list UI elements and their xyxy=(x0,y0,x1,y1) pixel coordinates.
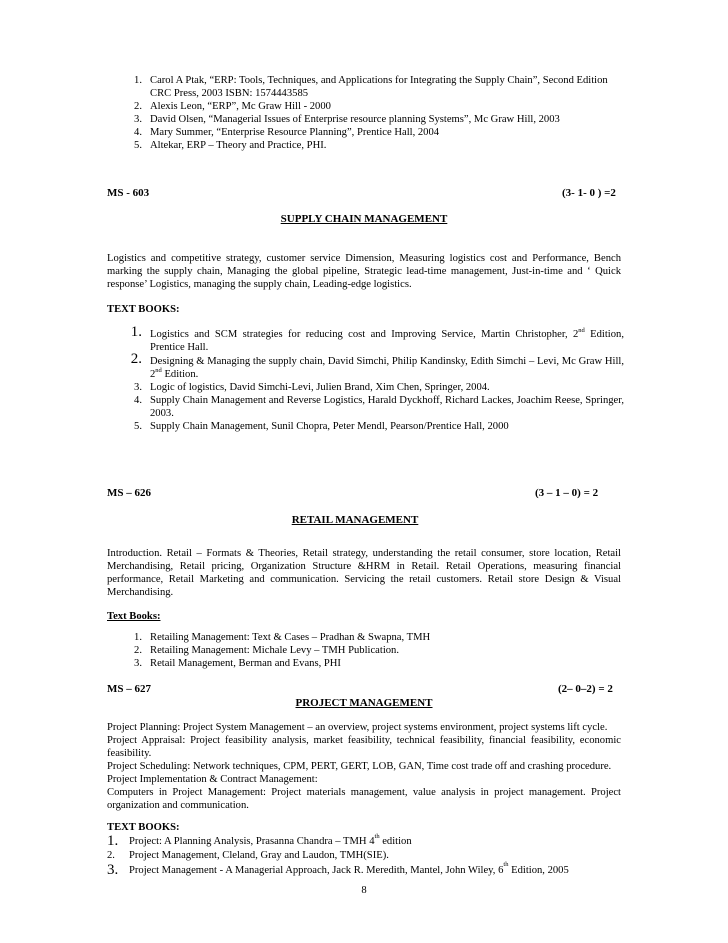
topic-line: Project Implementation & Contract Management: xyxy=(107,774,318,785)
course-credits-ms603: (3- 1- 0 ) =2 xyxy=(562,187,616,199)
topic-line: Project Planning: Project System Management – an overview, project systems environment, project systems lift cycle. xyxy=(107,722,608,733)
list-item: 2. Project Management, Cleland, Gray and Laudon, TMH(SIE). xyxy=(107,850,389,861)
course-description-ms603: Logistics and competitive strategy, customer service Dimension, Measuring logistics cost and Performance, Bench marking the supply chain, Managing the global pipeline, Strategic lead-time management, Just-in-time and ‘ Quick response’ Logistics, managing the supply chain, Leading-edge logistics. xyxy=(107,253,621,290)
list-item: 1. Project: A Planning Analysis, Prasanna Chandra – TMH 4th edition xyxy=(107,833,412,849)
textbook-list-ms603 xyxy=(104,324,624,433)
course-code-ms627: MS – 627 xyxy=(107,683,151,695)
list-item: 5. Altekar, ERP – Theory and Practice, PHI. xyxy=(134,140,327,151)
list-item: 4. Mary Summer, “Enterprise Resource Planning”, Prentice Hall, 2004 xyxy=(134,127,440,138)
course-title-ms626: RETAIL MANAGEMENT xyxy=(291,514,419,526)
course-description-ms627 xyxy=(107,721,621,812)
list-item: 2. Alexis Leon, “ERP”, Mc Graw Hill - 2000 xyxy=(134,101,331,112)
topic-line: Project Scheduling: Network techniques, CPM, PERT, GERT, LOB, GAN, Time cost trade off and crashing procedure. xyxy=(107,761,612,772)
course-code-ms603: MS - 603 xyxy=(107,187,150,199)
list-item: 4. Supply Chain Management and Reverse Logistics, Harald Dyckhoff, Richard Lackes, Joachim Reese, Springer, 2003. xyxy=(134,395,624,419)
list-item: 1. Logistics and SCM strategies for reducing cost and Improving Service, Martin Christopher, 2nd Edition, Prentice Hall. xyxy=(130,324,624,353)
list-item: 5. Supply Chain Management, Sunil Chopra, Peter Mendl, Pearson/Prentice Hall, 2000 xyxy=(134,421,509,432)
course-code-ms626: MS – 626 xyxy=(107,487,151,499)
list-item: 3. Retail Management, Berman and Evans, PHI xyxy=(134,658,341,669)
textbooks-heading-ms626: Text Books: xyxy=(107,611,161,622)
topic-line: Project Appraisal: Project feasibility analysis, market feasibility, technical feasibility, financial feasibility, economic feasibility. xyxy=(107,735,621,759)
course-credits-ms627: (2– 0–2) = 2 xyxy=(558,683,613,695)
topic-line: Computers in Project Management: Project materials management, value analysis in project management. Project organization and communication. xyxy=(107,787,621,811)
list-item: 1. Retailing Management: Text & Cases – Pradhan & Swapna, TMH xyxy=(134,632,431,643)
list-item: 3. David Olsen, “Managerial Issues of Enterprise resource planning Systems”, Mc Graw Hill, 2003 xyxy=(134,114,560,125)
list-item: 3. Project Management - A Managerial Approach, Jack R. Meredith, Mantel, John Wiley, 6th Edition, 2005 xyxy=(107,861,569,878)
list-item: 3. Logic of logistics, David Simchi-Levi, Julien Brand, Xim Chen, Springer, 2004. xyxy=(134,382,490,393)
course-description-ms626: Introduction. Retail – Formats & Theories, Retail strategy, understanding the retail consumer, store location, Retail Merchandising, Retail pricing, Organization Structure &HRM in Retail. Retail Operations, measuring financial performance, Retail Marketing and communication. Servicing the retail customers. Retail store Design & Visual Merchandising. xyxy=(107,548,621,598)
textbook-list-ms627 xyxy=(107,834,623,879)
course-title-ms603: SUPPLY CHAIN MANAGEMENT xyxy=(280,213,448,225)
course-credits-ms626: (3 – 1 – 0) = 2 xyxy=(535,487,599,499)
list-item: 1. Carol A Ptak, “ERP: Tools, Techniques, and Applications for Integrating the Supply Chain”, Second Edition CRC Press, 2003 ISBN: 1574443585 xyxy=(134,75,608,99)
textbooks-heading-ms627: TEXT BOOKS: xyxy=(107,822,180,833)
list-item: 2. Retailing Management: Michale Levy – TMH Publication. xyxy=(134,645,399,656)
erp-reference-list xyxy=(104,74,624,152)
textbook-list-ms626 xyxy=(104,631,624,670)
page-number: 8 xyxy=(361,885,367,896)
list-item: 2. Designing & Managing the supply chain, David Simchi, Philip Kandinsky, Edith Simchi – Levi, Mc Graw Hill, 2nd Edition. xyxy=(130,351,624,380)
textbooks-heading-ms603: TEXT BOOKS: xyxy=(107,304,180,315)
course-title-ms627: PROJECT MANAGEMENT xyxy=(295,697,433,709)
